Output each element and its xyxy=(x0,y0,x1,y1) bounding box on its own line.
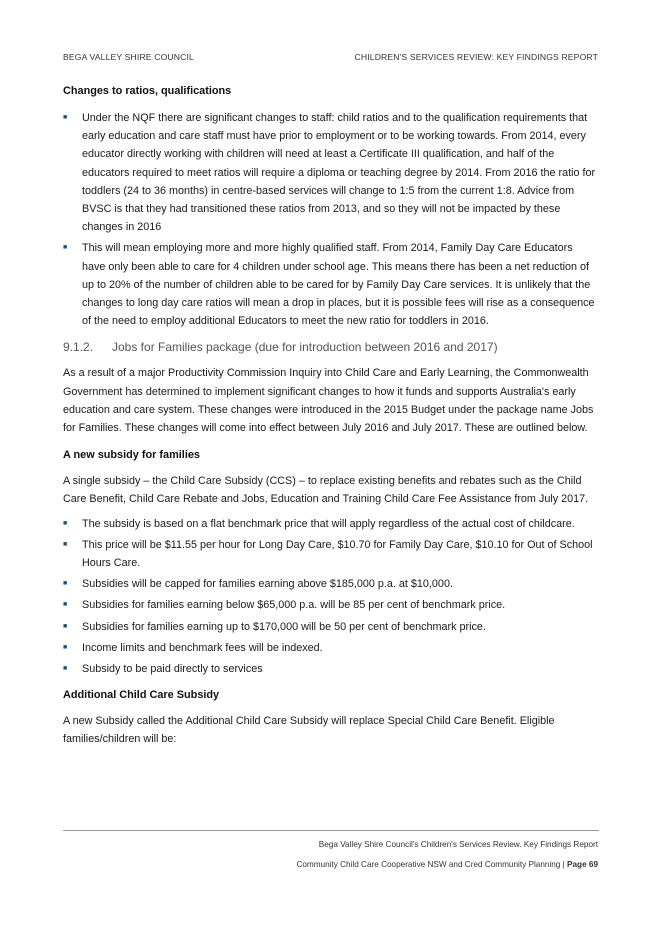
page-body xyxy=(63,82,599,749)
bullet-icon: ■ xyxy=(63,622,68,630)
list-item-text: The subsidy is based on a flat benchmark price that will apply regardless of the actual cost of childcare. xyxy=(82,517,575,530)
list-item-text: Income limits and benchmark fees will be indexed. xyxy=(82,641,323,654)
section-number: 9.1.2. xyxy=(63,340,94,355)
list-item-text: Subsidies will be capped for families earning above $185,000 p.a. at $10,000. xyxy=(82,578,453,591)
bullet-icon: ■ xyxy=(63,519,68,527)
bullet-icon: ■ xyxy=(63,580,68,588)
list-item-text: Under the NQF there are significant changes to staff: child ratios and to the qualification requirements that early education and care staff must have prior to employment or to be working towards. From 2014, every educator directly working with children will need at least a Certificate III qualification, and half of the educators required to meet ratios will require a diploma or teaching degree by 2014. From 2016 the ratio for toddlers (24 to 36 months) in centre-based services will change to 1:5 from the current 1:8. Advice from BVSC is that they had transitioned these ratios from 2013, and so they will not be impacted by these changes in 2016 xyxy=(82,112,596,234)
list-item xyxy=(63,109,599,236)
heading-ratios: Changes to ratios, qualifications xyxy=(63,85,232,97)
page-number: Page 69 xyxy=(567,860,598,869)
bullet-list-subsidy xyxy=(63,515,599,679)
bullet-icon: ■ xyxy=(63,114,68,121)
list-item xyxy=(63,239,599,330)
paragraph-additional-subsidy: A new Subsidy called the Additional Child Care Subsidy will replace Special Child Care Benefit. Eligible families/children will be: xyxy=(63,715,555,746)
footer-report-line: Bega Valley Shire Council's Children's Services Review. Key Findings Report xyxy=(318,840,598,849)
list-item xyxy=(63,660,599,678)
section-heading-jobs-for-families xyxy=(63,338,599,356)
footer-credit-line xyxy=(296,860,598,869)
footer-divider xyxy=(63,830,599,831)
bullet-icon: ■ xyxy=(63,244,68,252)
list-item-text: Subsidies for families earning up to $170,000 will be 50 per cent of benchmark price. xyxy=(82,620,486,633)
paragraph-jobs-for-families: As a result of a major Productivity Commission Inquiry into Child Care and Early Learning, the Commonwealth Government has determined to implement significant changes to how it funds and supports Australia's early education and care system. These changes were introduced in the 2015 Budget under the package name Jobs for Families. These changes will come into effect between July 2016 and July 2017. These are outlined below. xyxy=(63,367,594,435)
bullet-icon: ■ xyxy=(63,665,68,673)
heading-new-subsidy: A new subsidy for families xyxy=(63,449,200,462)
list-item-text: Subsidy to be paid directly to services xyxy=(82,663,263,676)
list-item xyxy=(63,618,599,636)
header-report-title: CHILDREN'S SERVICES REVIEW: KEY FINDINGS REPORT xyxy=(354,52,598,62)
list-item xyxy=(63,575,599,593)
paragraph-new-subsidy: A single subsidy – the Child Care Subsidy (CCS) – to replace existing benefits and rebates such as the Child Care Benefit, Child Care Rebate and Jobs, Education and Training Child Care Fee Assistance from July 2017. xyxy=(63,475,589,506)
list-item xyxy=(63,515,599,533)
list-item xyxy=(63,596,599,614)
list-item xyxy=(63,639,599,657)
heading-additional-subsidy: Additional Child Care Subsidy xyxy=(63,689,220,702)
footer-credit-text: Community Child Care Cooperative NSW and Cred Community Planning | xyxy=(296,860,568,869)
list-item-text: Subsidies for families earning below $65,000 p.a. will be 85 per cent of benchmark price. xyxy=(82,599,506,612)
list-item-text: This price will be $11.55 per hour for Long Day Care, $10.70 for Family Day Care, $10.10 for Out of School Hours Care. xyxy=(82,538,593,570)
list-item xyxy=(63,536,599,572)
bullet-icon: ■ xyxy=(63,540,68,548)
list-item-text: This will mean employing more and more highly qualified staff. From 2014, Family Day Care Educators have only been able to care for 4 children under school age. This means there has been a net reduction of up to 20% of the number of children able to be cared for by Family Day Care services. It is unlikely that the changes to long day care ratios will mean a drop in places, but it is possible fees will rise as a consequence of the need to employ additional Educators to meet the new ratio for toddlers in 2016. xyxy=(82,242,595,328)
header-organisation: BEGA VALLEY SHIRE COUNCIL xyxy=(63,52,194,62)
bullet-icon: ■ xyxy=(63,643,68,651)
section-title: Jobs for Families package (due for introduction between 2016 and 2017) xyxy=(112,340,498,355)
bullet-icon: ■ xyxy=(63,601,68,609)
bullet-list-ratios xyxy=(63,109,599,330)
